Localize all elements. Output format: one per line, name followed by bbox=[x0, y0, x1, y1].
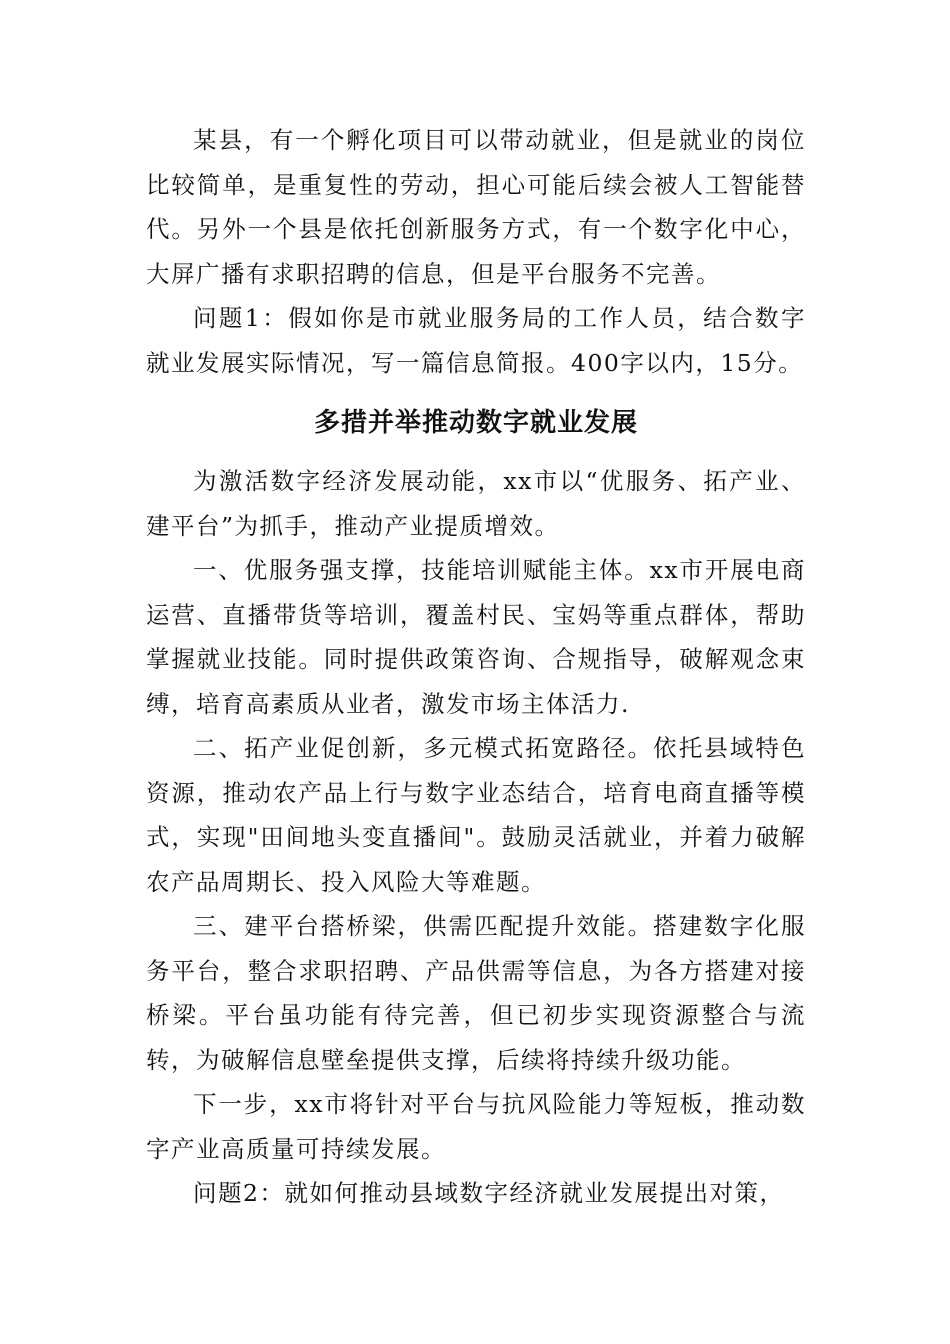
section-1-paragraph: 一、优服务强支撑，技能培训赋能主体。xx市开展电商运营、直播带货等培训，覆盖村民、宝妈等重点群体，帮助掌握就业技能。同时提供政策咨询、合规指导，破解观念束缚，培育高素质从业者，激发市场主体活力. bbox=[146, 556, 806, 718]
intro-paragraph: 为激活数字经济发展动能，xx市以“优服务、拓产业、建平台”为抓手，推动产业提质增效。 bbox=[146, 467, 806, 540]
scenario-paragraph: 某县，有一个孵化项目可以带动就业，但是就业的岗位比较简单，是重复性的劳动，担心可能后续会被人工智能替代。另外一个县是依托创新服务方式，有一个数字化中心，大屏广播有求职招聘的信息，但是平台服务不完善。 bbox=[146, 126, 806, 288]
briefing-title: 多措并举推动数字就业发展 bbox=[313, 408, 638, 438]
question-2-paragraph: 问题2：就如何推动县域数字经济就业发展提出对策， bbox=[193, 1179, 785, 1207]
question-1-paragraph: 问题1：假如你是市就业服务局的工作人员，结合数字就业发展实际情况，写一篇信息简报。400字以内，15分。 bbox=[146, 304, 806, 377]
next-step-paragraph: 下一步，xx市将针对平台与抗风险能力等短板，推动数字产业高质量可持续发展。 bbox=[146, 1090, 806, 1163]
section-3-paragraph: 三、建平台搭桥梁，供需匹配提升效能。搭建数字化服务平台，整合求职招聘、产品供需等信息，为各方搭建对接桥梁。平台虽功能有待完善，但已初步实现资源整合与流转，为破解信息壁垒提供支撑，后续将持续升级功能。 bbox=[146, 912, 806, 1074]
document-page bbox=[146, 118, 806, 1216]
section-2-paragraph: 二、拓产业促创新，多元模式拓宽路径。依托县域特色资源，推动农产品上行与数字业态结合，培育电商直播等模式，实现"田间地头变直播间"。鼓励灵活就业，并着力破解农产品周期长、投入风险大等难题。 bbox=[146, 734, 806, 896]
